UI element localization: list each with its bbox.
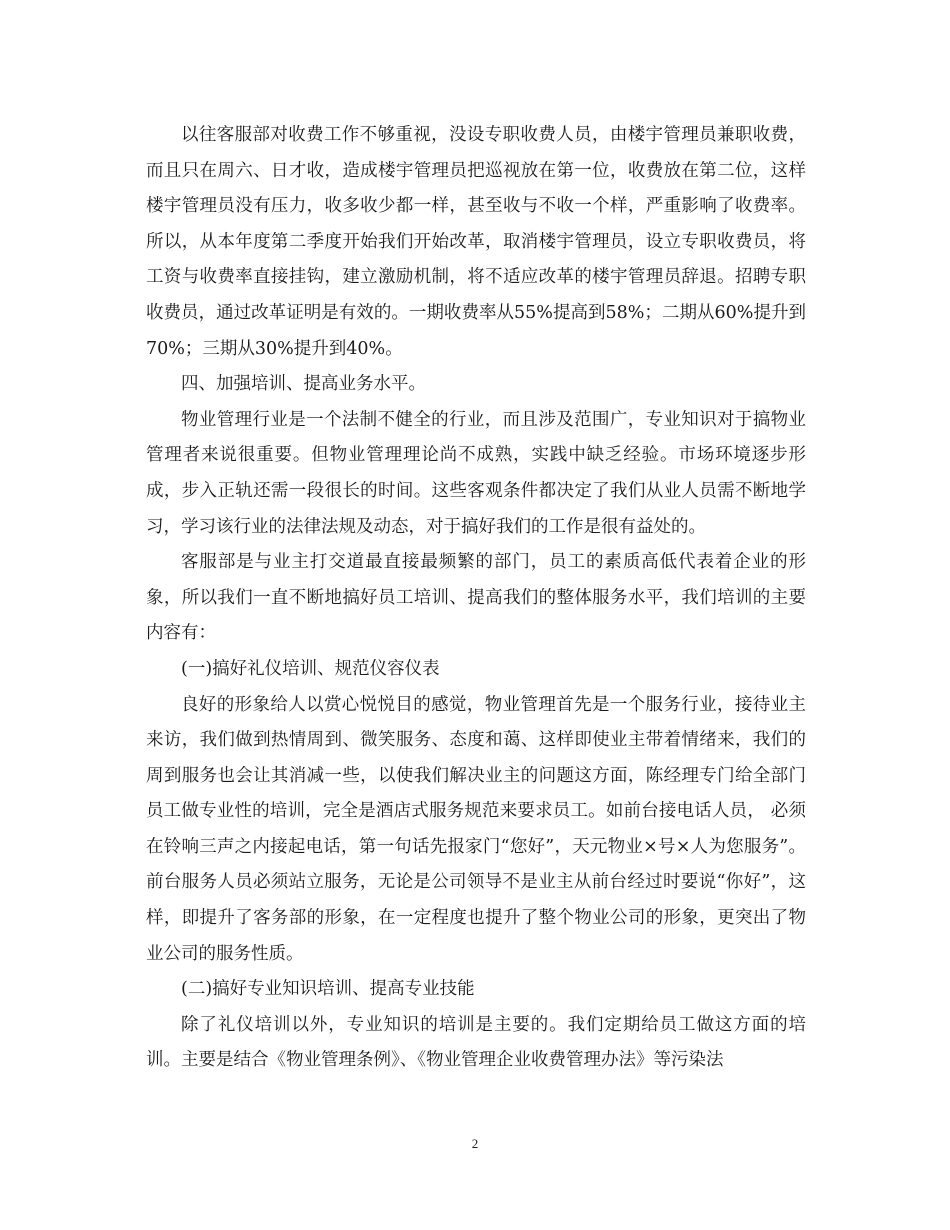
section-heading-training: 四、加强培训、提高业务水平。	[181, 374, 426, 395]
document-body	[146, 118, 806, 1079]
paragraph-professional-knowledge: 除了礼仪培训以外，专业知识的培训是主要的。我们定期给员工做这方面的培训。主要是结合《物业管理条例》、《物业管理企业收费管理办法》等污染法	[146, 1014, 806, 1071]
page-number: 2	[471, 1136, 479, 1151]
paragraph-customer-service-dept: 客服部是与业主打交道最直接最频繁的部门，员工的素质高低代表着企业的形象，所以我们一直不断地搞好员工培训、提高我们的整体服务水平，我们培训的主要内容有：	[146, 552, 806, 644]
paragraph-industry-learning: 物业管理行业是一个法制不健全的行业，而且涉及范围广，专业知识对于搞物业管理者来说很重要。但物业管理理论尚不成熟，实践中缺乏经验。市场环境逐步形成，步入正轨还需一段很长的时间。这些客观条件都决定了我们从业人员需不断地学习，学习该行业的法律法规及动态，对于搞好我们的工作是很有益处的。	[146, 409, 806, 537]
paragraph-etiquette-details: 良好的形象给人以赏心悦悦目的感觉，物业管理首先是一个服务行业，接待业主来访，我们做到热情周到、微笑服务、态度和蔼、这样即使业主带着情绪来，我们的周到服务也会让其消减一些，以使我们解决业主的问题这方面，陈经理专门给全部门员工做专业性的培训，完全是酒店式服务规范来要求员工。如前台接电话人员， 必须在铃响三声之内接起电话，第一句话先报家门“您好”，天元物业×号×人为您服务”。前台服务人员必须站立服务，无论是公司领导不是业主从前台经过时要说“你好”，这样，即提升了客务部的形象，在一定程度也提升了整个物业公司的形象，更突出了物业公司的服务性质。	[146, 694, 806, 964]
paragraph-fee-reform: 以往客服部对收费工作不够重视，没设专职收费人员，由楼宇管理员兼职收费，而且只在周六、日才收，造成楼宇管理员把巡视放在第一位，收费放在第二位，这样楼宇管理员没有压力，收多收少都一样，甚至收与不收一个样，严重影响了收费率。所以，从本年度第二季度开始我们开始改革，取消楼宇管理员，设立专职收费员，将工资与收费率直接挂钩，建立激励机制，将不适应改革的楼宇管理员辞退。招聘专职收费员，通过改革证明是有效的。一期收费率从55%提高到58%；二期从60%提升到70%；三期从30%提升到40%。	[146, 125, 806, 359]
subheading-professional-training: (二)搞好专业知识培训、提高专业技能	[181, 979, 475, 1000]
subheading-etiquette-training: (一)搞好礼仪培训、规范仪容仪表	[181, 658, 440, 679]
